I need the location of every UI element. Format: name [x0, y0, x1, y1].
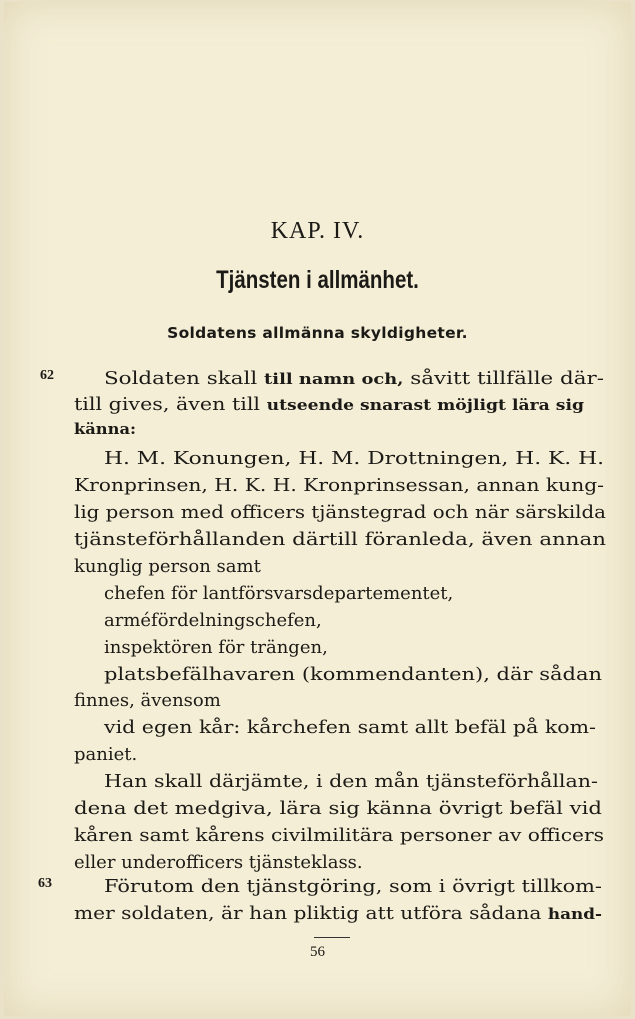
paragraph-number: 62 — [40, 368, 54, 383]
paragraph-number: 63 — [38, 876, 52, 891]
text-line: eller underofficers tjänsteklass. — [74, 852, 363, 873]
section-title: Tjänsten i allmänhet. — [216, 266, 419, 294]
text-line: dena det medgiva, lära sig känna övrigt befäl vid — [74, 798, 602, 819]
text-line: mer soldaten, är han pliktig att utföra sådana hand- — [74, 903, 602, 924]
text-line: inspektören för trängen, — [104, 637, 328, 658]
footer-rule — [314, 937, 350, 938]
text-line: Förutom den tjänstgöring, som i övrigt tillkom- — [104, 876, 602, 897]
text-line: Kronprinsen, H. K. H. Kronprinsessan, annan kung- — [74, 475, 604, 496]
text-line: H. M. Konungen, H. M. Drottningen, H. K. H. — [104, 448, 604, 469]
text-line: kåren samt kårens civilmilitära personer av officers — [74, 825, 604, 846]
text-line: platsbefälhavaren (kommendanten), där sådan — [104, 664, 602, 685]
page-number: 56 — [310, 944, 325, 960]
text-line: Soldaten skall till namn och, såvitt tillfälle där- — [104, 368, 604, 389]
text-line: chefen för lantförsvarsdepartementet, — [104, 583, 454, 604]
text-line: lig person med officers tjänstegrad och när särskilda — [74, 502, 606, 523]
text-line: paniet. — [74, 744, 138, 765]
text-line: tjänsteförhållanden därtill föranleda, även annan — [74, 529, 606, 550]
text-line: kunglig person samt — [74, 556, 261, 577]
text-line: till gives, även till utseende snarast möjligt lära sig — [74, 394, 584, 415]
text-line: arméfördelningschefen, — [104, 610, 322, 631]
section-subtitle: Soldatens allmänna skyldigheter. — [167, 324, 468, 342]
chapter-heading: KAP. IV. — [270, 218, 365, 244]
text-line: Han skall därjämte, i den mån tjänsteförhållan- — [104, 771, 598, 792]
text-line: vid egen kår: kårchefen samt allt befäl på kom- — [104, 717, 596, 738]
text-line: känna: — [74, 420, 136, 438]
text-line: finnes, ävensom — [74, 690, 221, 711]
